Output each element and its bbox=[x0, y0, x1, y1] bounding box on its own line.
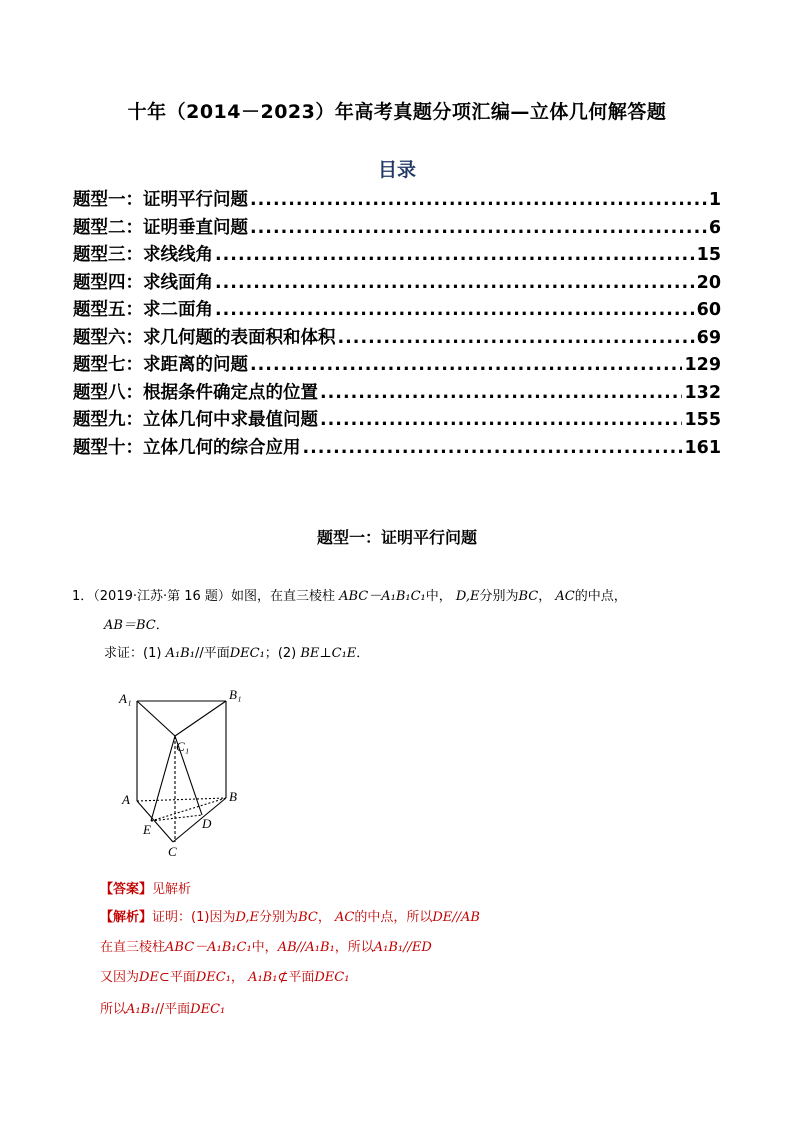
analysis-math: DEC₁ bbox=[195, 970, 231, 985]
toc-entry[interactable] bbox=[73, 406, 721, 434]
toc-entry[interactable] bbox=[73, 269, 721, 297]
problem-text: 如图，在直三棱柱 bbox=[230, 589, 335, 604]
toc-entry-page: 129 bbox=[684, 355, 721, 375]
analysis-text: 在直三棱柱 bbox=[100, 940, 166, 955]
problem-line-2 bbox=[104, 614, 169, 633]
toc-entry[interactable] bbox=[73, 434, 721, 462]
analysis-math: AB//A₁B₁ bbox=[277, 940, 335, 955]
analysis-text: ， bbox=[317, 910, 331, 925]
analysis-math: ABC－A₁B₁C₁ bbox=[165, 940, 252, 955]
label-c1: C₁ bbox=[176, 739, 190, 754]
analysis-text: (1)因为 bbox=[191, 910, 236, 925]
toc-leader-dots bbox=[215, 273, 695, 293]
analysis-text: 所以 bbox=[100, 1002, 127, 1017]
toc-entry[interactable] bbox=[73, 241, 721, 269]
toc-leader-dots bbox=[338, 328, 695, 348]
analysis-text: //平面 bbox=[155, 1002, 191, 1017]
segment-ed-hidden bbox=[151, 815, 202, 821]
toc-entry-label: 题型六：求几何题的表面积和体积 bbox=[73, 327, 336, 348]
toc-entry[interactable] bbox=[73, 186, 721, 214]
analysis-text: 的中点，所以 bbox=[354, 910, 433, 925]
part-1-marker: (1) bbox=[143, 646, 162, 661]
edge-bc bbox=[173, 798, 226, 842]
edge-ab-hidden bbox=[137, 798, 226, 801]
toc-entry-page: 20 bbox=[696, 272, 721, 293]
analysis-text: 又因为 bbox=[100, 970, 140, 985]
analysis-math: A₁B₁//ED bbox=[373, 940, 432, 955]
analysis-text: 平面 bbox=[288, 970, 315, 985]
toc-entry-label: 题型三：求线线角 bbox=[73, 245, 213, 265]
toc-entry[interactable] bbox=[73, 351, 721, 379]
toc-leader-dots bbox=[250, 355, 682, 375]
problem-text: ． bbox=[155, 618, 169, 633]
toc-entry-page: 132 bbox=[684, 382, 721, 403]
problem-text: ， bbox=[538, 589, 552, 604]
analysis-line-4 bbox=[100, 998, 225, 1017]
edge-b1c1 bbox=[175, 701, 226, 736]
toc-entry-label: 题型九：立体几何中求最值问题 bbox=[73, 410, 318, 430]
prove-label: 求证： bbox=[104, 646, 144, 661]
problem-text: 中， bbox=[425, 589, 452, 604]
part-2-marker: (2) bbox=[277, 646, 297, 661]
edge-a1c1 bbox=[137, 701, 175, 736]
toc-leader-dots bbox=[320, 410, 682, 430]
toc-entry-page: 15 bbox=[696, 245, 721, 265]
edge-c1e bbox=[151, 736, 175, 821]
label-a: A bbox=[122, 792, 130, 807]
analysis-text: ，所以 bbox=[334, 940, 374, 955]
toc-leader-dots bbox=[250, 190, 707, 210]
analysis-math: D,E bbox=[235, 910, 260, 925]
label-e: E bbox=[143, 822, 151, 837]
points-de: D,E bbox=[455, 589, 480, 604]
prism-expression: ABC－A₁B₁C₁ bbox=[339, 589, 426, 604]
toc-entry-page: 161 bbox=[684, 437, 721, 458]
toc-entry-page: 1 bbox=[708, 190, 721, 210]
table-of-contents bbox=[73, 186, 721, 461]
part-1-plane: DEC₁ bbox=[229, 646, 265, 661]
analysis-text: 平面 bbox=[169, 970, 196, 985]
analysis-text: 中， bbox=[251, 940, 278, 955]
analysis-line-2 bbox=[100, 936, 432, 955]
analysis-math: BC bbox=[298, 910, 318, 925]
label-b: B bbox=[229, 789, 237, 804]
prism-figure bbox=[110, 683, 250, 861]
analysis-line-1 bbox=[100, 906, 480, 925]
toc-entry[interactable] bbox=[73, 324, 721, 352]
analysis-line-3 bbox=[100, 966, 349, 985]
analysis-tag: 【解析】 bbox=[100, 910, 153, 925]
analysis-text: ， bbox=[230, 970, 244, 985]
toc-leader-dots bbox=[303, 438, 683, 458]
toc-entry-label: 题型一：证明平行问题 bbox=[73, 190, 248, 210]
toc-entry-page: 60 bbox=[696, 300, 721, 320]
analysis-math: A₁B₁ bbox=[126, 1002, 156, 1017]
analysis-math: DEC₁ bbox=[314, 970, 350, 985]
section-heading: 题型一：证明平行问题 bbox=[316, 528, 477, 547]
toc-entry-label: 题型七：求距离的问题 bbox=[73, 355, 248, 375]
toc-heading: 目录 bbox=[377, 159, 416, 181]
analysis-math: DEC₁ bbox=[190, 1002, 226, 1017]
part-1-expression: A₁B₁ bbox=[165, 646, 195, 661]
toc-leader-dots bbox=[250, 218, 707, 238]
toc-entry-page: 6 bbox=[708, 217, 721, 238]
analysis-math: A₁B₁⊄ bbox=[248, 970, 289, 985]
segment-eb-hidden bbox=[151, 798, 226, 821]
label-c: C bbox=[168, 844, 177, 859]
answer-line bbox=[100, 878, 191, 897]
separator: ； bbox=[264, 646, 278, 661]
segment-ac: AC bbox=[555, 589, 575, 604]
toc-entry[interactable] bbox=[73, 214, 721, 242]
problem-line-3 bbox=[104, 642, 369, 661]
problem-text: 分别为 bbox=[479, 589, 519, 604]
part-2-expression: BE⊥C₁E bbox=[300, 646, 357, 661]
problem-line-1 bbox=[72, 585, 627, 604]
analysis-text: 分别为 bbox=[259, 910, 299, 925]
equation-ab-bc: AB＝BC bbox=[104, 618, 156, 633]
answer-tag: 【答案】 bbox=[100, 882, 153, 897]
toc-leader-dots bbox=[320, 383, 682, 403]
analysis-text: 证明： bbox=[152, 910, 192, 925]
segment-bc: BC bbox=[518, 589, 539, 604]
toc-entry-label: 题型二：证明垂直问题 bbox=[73, 217, 248, 238]
problem-number: 1． bbox=[72, 589, 94, 604]
toc-leader-dots bbox=[215, 300, 695, 320]
toc-entry[interactable] bbox=[73, 296, 721, 324]
analysis-math: DE//AB bbox=[432, 910, 480, 925]
part-1-relation: //平面 bbox=[194, 646, 230, 661]
toc-entry-label: 题型五：求二面角 bbox=[73, 300, 213, 320]
label-d: D bbox=[202, 816, 212, 831]
toc-entry-page: 155 bbox=[684, 410, 721, 430]
answer-text: 见解析 bbox=[152, 882, 192, 897]
problem-text: 的中点， bbox=[574, 589, 627, 604]
toc-entry[interactable] bbox=[73, 379, 721, 407]
label-a1: A₁ bbox=[119, 691, 132, 706]
problem-source: （2019·江苏·第 16 题） bbox=[93, 589, 231, 604]
toc-entry-page: 69 bbox=[696, 327, 721, 348]
problem-text: ． bbox=[356, 646, 370, 661]
analysis-math: AC bbox=[334, 910, 355, 925]
toc-entry-label: 题型八：根据条件确定点的位置 bbox=[73, 382, 318, 403]
document-title: 十年（2014－2023）年高考真题分项汇编—立体几何解答题 bbox=[127, 101, 667, 123]
toc-entry-label: 题型十：立体几何的综合应用 bbox=[73, 437, 301, 458]
label-b1: B₁ bbox=[229, 687, 242, 702]
toc-entry-label: 题型四：求线面角 bbox=[73, 272, 213, 293]
toc-leader-dots bbox=[215, 245, 695, 265]
analysis-math: DE⊂ bbox=[139, 970, 170, 985]
